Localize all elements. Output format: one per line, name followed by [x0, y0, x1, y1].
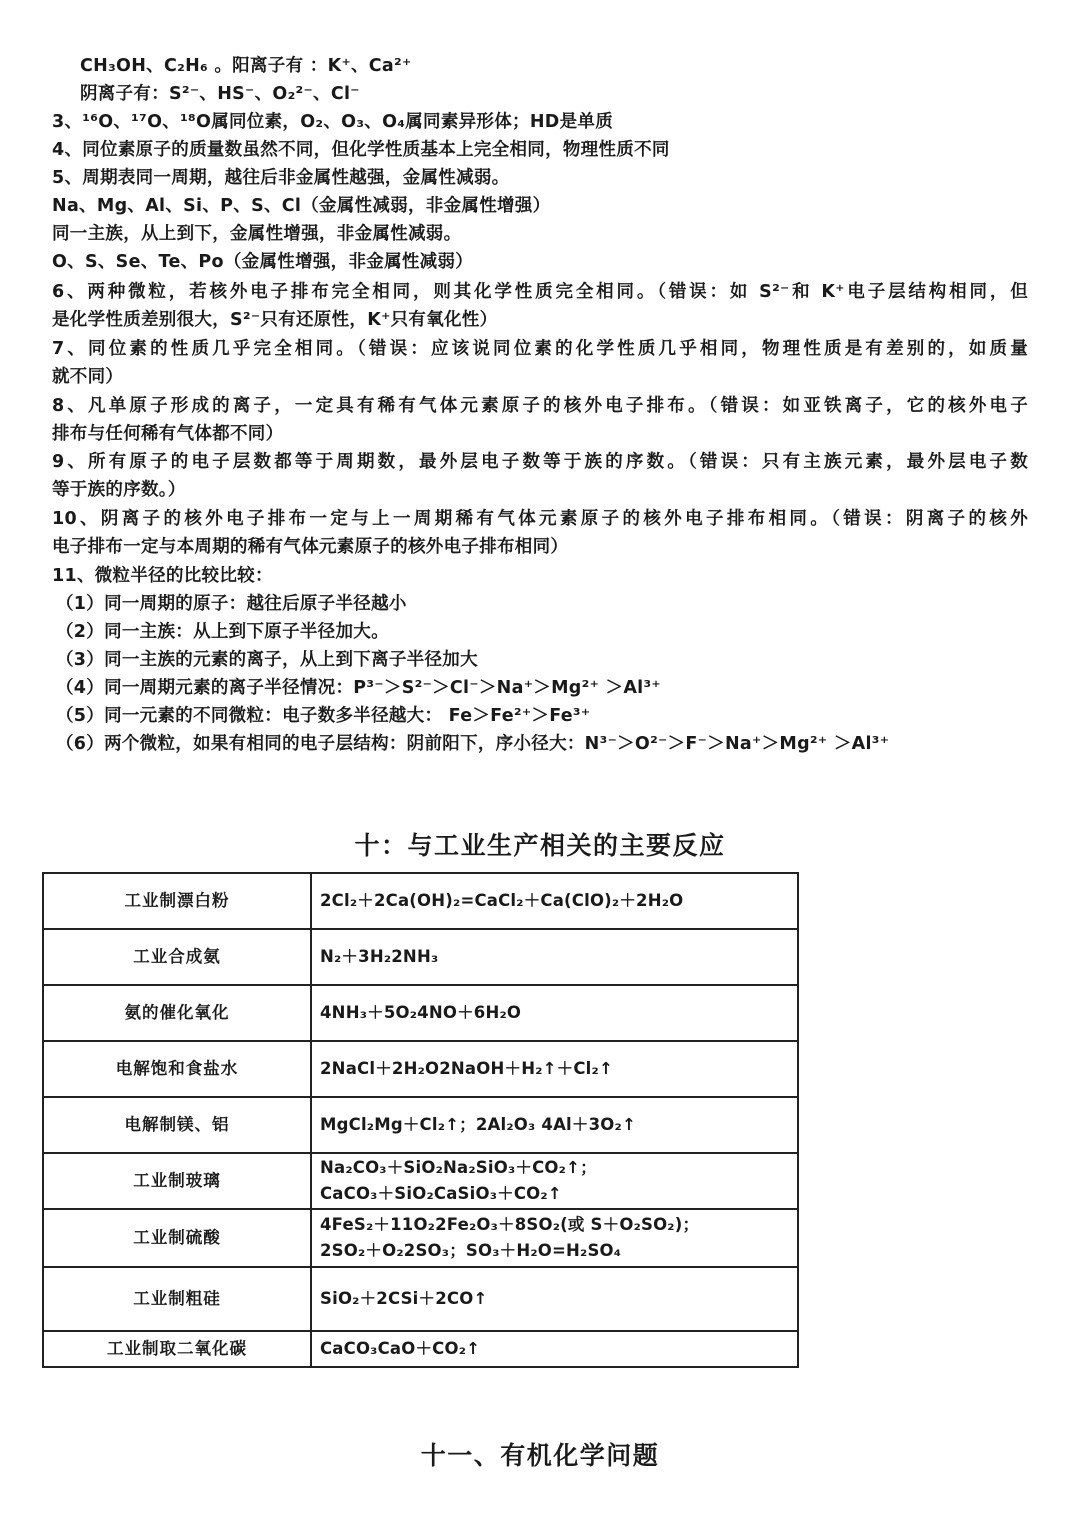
equation-line: 2NaCl＋2H₂O2NaOH＋H₂↑＋Cl₂↑: [320, 1059, 613, 1078]
reaction-name: 工业制玻璃: [43, 1153, 311, 1209]
reaction-name: 工业制硫酸: [43, 1209, 311, 1267]
table-row: [43, 929, 798, 985]
note-line: 5、周期表同一周期，越往后非金属性越强，金属性减弱。: [52, 168, 510, 188]
reaction-name: 电解饱和食盐水: [43, 1041, 311, 1097]
reaction-equation: [311, 873, 798, 929]
table-row: [43, 1097, 798, 1153]
table-row: [43, 1209, 798, 1267]
table-row: [43, 1331, 798, 1367]
note-line: 阴离子有：S²⁻、HS⁻、O₂²⁻、Cl⁻: [80, 84, 360, 104]
equation-line: 4NH₃＋5O₂4NO＋6H₂O: [320, 1003, 522, 1022]
note-line: 6、两种微粒，若核外电子排布完全相同，则其化学性质完全相同。（错误：如 S²⁻和 K⁺电子层结构相同，但: [52, 282, 1028, 302]
note-line: （6）两个微粒，如果有相同的电子层结构：阴前阳下，序小径大：N³⁻＞O²⁻＞F⁻＞Na⁺＞Mg²⁺ ＞Al³⁺: [56, 734, 890, 754]
table-row: [43, 1153, 798, 1209]
note-line: 7、同位素的性质几乎完全相同。（错误：应该说同位素的化学性质几乎相同，物理性质是有差别的，如质量: [52, 339, 1028, 359]
reaction-name: 电解制镁、铝: [43, 1097, 311, 1153]
reaction-equation: [311, 1331, 798, 1367]
industrial-reactions-table: [42, 872, 799, 1368]
reaction-equation: [311, 1209, 798, 1267]
note-line: 同一主族，从上到下，金属性增强，非金属性减弱。: [52, 224, 462, 244]
note-line: （5）同一元素的不同微粒：电子数多半径越大： Fe＞Fe²⁺＞Fe³⁺: [56, 706, 591, 726]
note-line: 11、微粒半径的比较比较：: [52, 566, 273, 586]
note-line: 排布与任何稀有气体都不同）: [52, 424, 284, 444]
note-line: 电子排布一定与本周期的稀有气体元素原子的核外电子排布相同）: [52, 537, 569, 557]
note-line: CH₃OH、C₂H₆ 。阳离子有 ：K⁺、Ca²⁺: [80, 56, 412, 76]
equation-line: MgCl₂Mg＋Cl₂↑；2Al₂O₃ 4Al＋3O₂↑: [320, 1115, 636, 1134]
note-line: 等于族的序数。）: [52, 480, 186, 500]
reaction-equation: [311, 985, 798, 1041]
reaction-equation: [311, 1153, 798, 1209]
equation-line: Na₂CO₃＋SiO₂Na₂SiO₃＋CO₂↑；: [320, 1158, 597, 1177]
note-line: 9、所有原子的电子层数都等于周期数，最外层电子数等于族的序数。（错误：只有主族元素，最外层电子数: [52, 452, 1028, 472]
reaction-equation: [311, 1267, 798, 1331]
note-line: 3、¹⁶O、¹⁷O、¹⁸O属同位素，O₂、O₃、O₄属同素异形体；HD是单质: [52, 112, 613, 132]
note-line: （3）同一主族的元素的离子，从上到下离子半径加大: [56, 650, 478, 670]
reaction-name: 工业合成氨: [43, 929, 311, 985]
equation-line: CaCO₃CaO＋CO₂↑: [320, 1339, 481, 1358]
note-line: 4、同位素原子的质量数虽然不同，但化学性质基本上完全相同，物理性质不同: [52, 140, 670, 160]
table-row: [43, 1041, 798, 1097]
note-line: 是化学性质差别很大，S²⁻只有还原性，K⁺只有氧化性）: [52, 310, 498, 330]
note-line: （4）同一周期元素的离子半径情况：P³⁻＞S²⁻＞Cl⁻＞Na⁺＞Mg²⁺ ＞Al³⁺: [56, 678, 661, 698]
note-line: （2）同一主族：从上到下原子半径加大。: [56, 622, 389, 642]
note-line: Na、Mg、Al、Si、P、S、Cl（金属性减弱，非金属性增强）: [52, 196, 551, 216]
note-line: 10、阴离子的核外电子排布一定与上一周期稀有气体元素原子的核外电子排布相同。（错误：阴离子的核外: [52, 509, 1028, 529]
table-row: [43, 985, 798, 1041]
section-10-title: 十：与工业生产相关的主要反应: [354, 831, 726, 860]
reaction-name: 氨的催化氧化: [43, 985, 311, 1041]
reaction-equation: [311, 929, 798, 985]
equation-line: CaCO₃＋SiO₂CaSiO₃＋CO₂↑: [320, 1184, 562, 1203]
reaction-name: 工业制漂白粉: [43, 873, 311, 929]
table-row: [43, 1267, 798, 1331]
note-line: 就不同）: [52, 367, 124, 387]
section-11-title: 十一、有机化学问题: [420, 1441, 660, 1470]
equation-line: 2SO₂＋O₂2SO₃；SO₃＋H₂O=H₂SO₄: [320, 1241, 622, 1260]
equation-line: 2Cl₂＋2Ca(OH)₂=CaCl₂＋Ca(ClO)₂＋2H₂O: [320, 891, 684, 910]
note-line: （1）同一周期的原子：越往后原子半径越小: [56, 594, 407, 614]
table-row: [43, 873, 798, 929]
reaction-name: 工业制取二氧化碳: [43, 1331, 311, 1367]
reaction-name: 工业制粗硅: [43, 1267, 311, 1331]
equation-line: SiO₂＋2CSi＋2CO↑: [320, 1289, 488, 1308]
note-line: 8、凡单原子形成的离子，一定具有稀有气体元素原子的核外电子排布。（错误：如亚铁离子，它的核外电子: [52, 396, 1028, 416]
equation-line: N₂＋3H₂2NH₃: [320, 947, 439, 966]
equation-line: 4FeS₂＋11O₂2Fe₂O₃＋8SO₂(或 S＋O₂SO₂)；: [320, 1215, 700, 1234]
reaction-equation: [311, 1041, 798, 1097]
note-line: O、S、Se、Te、Po（金属性增强，非金属性减弱）: [52, 252, 474, 272]
reaction-equation: [311, 1097, 798, 1153]
